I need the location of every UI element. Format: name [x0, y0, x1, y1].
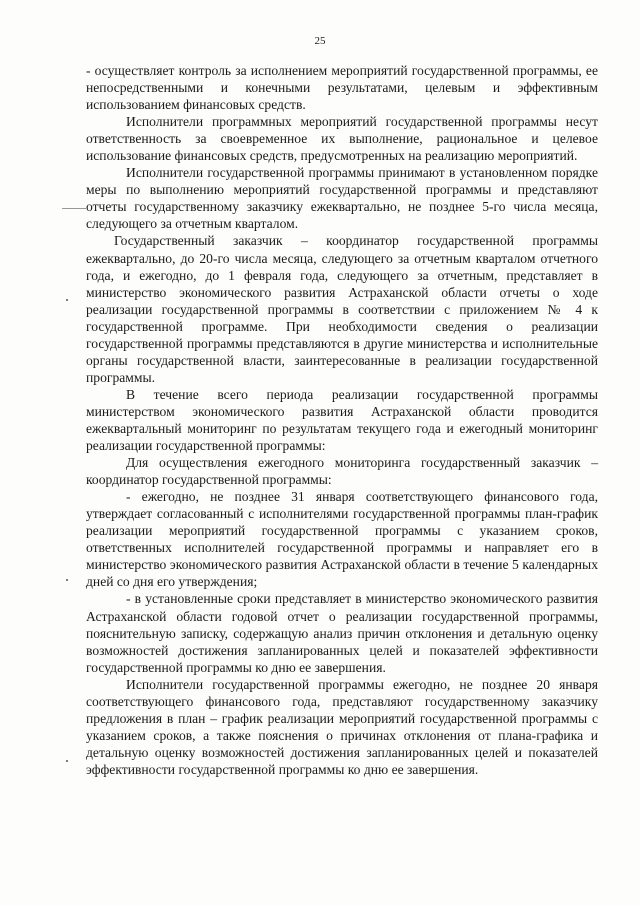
paragraph-plan-schedule: - ежегодно, не позднее 31 января соответствующего финансового года, утверждает согласованный с исполнителями государственной программы план-график реализации мероприятий государственной программы с указанием сроков, ответственных исполнителей государственной программы и направляет его в министерство экономического развития Астраханской области в течение 5 календарных дней со дня его утверждения; — [86, 489, 598, 590]
page-number: 25 — [314, 35, 326, 47]
scan-speck — [66, 579, 68, 581]
paragraph-annual-report: - в установленные сроки представляет в министерство экономического развития Астраханской области годовой отчет о реализации государственной программы, пояснительную записку, содержащую анализ причин отклонения и детальную оценку возможностей достижения запланированных целей и показателей эффективности государственной программы ко дню ее завершения. — [86, 591, 598, 675]
scan-speck — [66, 760, 68, 762]
paragraph-program-executors-responsibility: Исполнители программных мероприятий государственной программы несут ответственность за своевременное их выполнение, рациональное и целевое использование финансовых средств, предусмотренных на реализацию мероприятий. — [86, 114, 598, 164]
paragraph-annual-monitoring: Для осуществления ежегодного мониторинга государственный заказчик – координатор государственной программы: — [86, 455, 598, 488]
paragraph-monitoring: В течение всего периода реализации государственной программы министерством экономического развития Астраханской области проводится ежеквартальный мониторинг по результатам текущего года и ежегодный мониторинг реализации государственной программы: — [86, 386, 598, 454]
paragraph-control: - осуществляет контроль за исполнением мероприятий государственной программы, ее непосредственными и конечными результатами, целевым и эффективным использованием финансовых средств. — [86, 63, 598, 113]
paragraph-customer-coordinator: Государственный заказчик – координатор государственной программы ежеквартально, до 20-го числа месяца, следующего за отчетным кварталом отчетного года, и ежегодно, до 1 февраля года, следующего за отчетным, представляет в министерство экономического развития Астраханской области отчеты о ходе реализации государственной программы в соответствии с приложением № 4 к государственной программе. При необходимости сведения о реализации государственной программы представляются в другие министерства и исполнительные органы государственной власти, заинтересованные в реализации государственной программы. — [86, 233, 598, 385]
document-body — [86, 62, 598, 778]
paragraph-executors-proposals: Исполнители государственной программы ежегодно, не позднее 20 января соответствующего финансового года, представляют государственному заказчику предложения в план – график реализации мероприятий государственной программы с указанием сроков, а также пояснения о причинах отклонения от плана-графика и детальную оценку возможностей достижения запланированных целей и показателей эффективности государственной программы ко дню ее завершения. — [86, 676, 598, 777]
scan-speck — [62, 208, 86, 209]
scan-speck — [66, 299, 68, 301]
paragraph-executors-reports: Исполнители государственной программы принимают в установленном порядке меры по выполнению мероприятий государственной программы и представляют отчеты государственному заказчику ежеквартально, не позднее 5-го числа месяца, следующего за отчетным кварталом. — [86, 165, 598, 232]
